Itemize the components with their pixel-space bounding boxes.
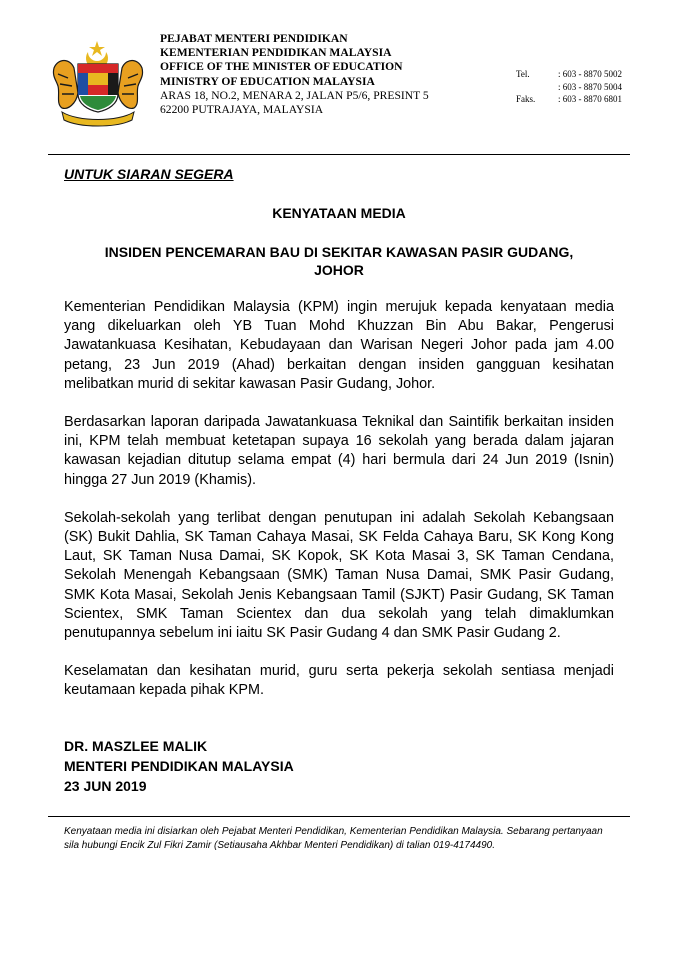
signatory-position: MENTERI PENDIDIKAN MALAYSIA [64, 758, 294, 774]
subject-line: INSIDEN PENCEMARAN BAU DI SEKITAR KAWASAN PASIR GUDANG, [104, 244, 574, 260]
office-name-line: KEMENTERIAN PENDIDIKAN MALAYSIA [160, 46, 392, 60]
statement-body [64, 298, 614, 720]
office-name-line: MINISTRY OF EDUCATION MALAYSIA [160, 74, 375, 88]
statement-date: 23 JUN 2019 [64, 778, 147, 794]
contact-row [516, 68, 622, 81]
letterhead [48, 30, 638, 130]
document-title: KENYATAAN MEDIA [272, 205, 406, 221]
signatory-name: DR. MASZLEE MALIK [64, 738, 208, 754]
address-line: ARAS 18, NO.2, MENARA 2, JALAN P5/6, PRESINT 5 [160, 88, 429, 102]
document-subject [64, 243, 614, 279]
contact-numbers [516, 68, 622, 106]
office-details [160, 32, 500, 117]
subject-line: JOHOR [314, 262, 364, 278]
paragraph: Keselamatan dan kesihatan murid, guru serta pekerja sekolah sentiasa menjadi keutamaan kepada pihak KPM. [64, 663, 614, 699]
paragraph: Sekolah-sekolah yang terlibat dengan penutupan ini adalah Sekolah Kebangsaan (SK) Bukit Dahlia, SK Taman Cahaya Masai, SK Felda Cahaya Baru, SK Kong Kong Laut, SK Taman Nusa Damai, SK Kopok, SK Kota Masai 3, SK Taman Cendana, Sekolah Menengah Kebangsaan (SMK) Taman Nusa Damai, SMK Pasir Gudang, SMK Kota Masai, Sekolah Jenis Kebangsaan Tamil (SJKT) Pasir Gudang, SK Taman Scientex, SMK Taman Scientex dan dua sekolah yang telah dimaklumkan penutupannya sebelum ini iaitu SK Pasir Gudang 4 dan SMK Pasir Gudang 2. [64, 509, 614, 642]
office-name-line: OFFICE OF THE MINISTER OF EDUCATION [160, 60, 403, 74]
header-divider [48, 154, 630, 155]
contact-row [516, 81, 622, 94]
contact-label [516, 81, 558, 94]
contact-value: : 603 - 8870 6801 [558, 94, 622, 104]
contact-row [516, 93, 622, 106]
contact-value: : 603 - 8870 5002 [558, 69, 622, 79]
signature-block [64, 736, 294, 796]
contact-value: : 603 - 8870 5004 [558, 81, 622, 92]
footer-divider [48, 816, 630, 817]
paragraph: Kementerian Pendidikan Malaysia (KPM) ingin merujuk kepada kenyataan media yang dikeluarkan oleh YB Tuan Mohd Khuzzan Bin Abu Bakar, Pengerusi Jawatankuasa Kesihatan, Kebudayaan dan Warisan Negeri Johor pada jam 4.00 petang, 23 Jun 2019 (Ahad) berkaitan dengan insiden gangguan kesihatan melibatkan murid di sekitar kawasan Pasir Gudang, Johor. [64, 299, 614, 392]
release-label: UNTUK SIARAN SEGERA [64, 166, 234, 182]
footer-note: Kenyataan media ini disiarkan oleh Pejabat Menteri Pendidikan, Kementerian Pendidikan Malaysia. Sebarang pertanyaan sila hubungi Encik Zul Fikri Zamir (Setiausaha Akhbar Menteri Pendidikan) di talian 019-4174490. [64, 826, 603, 851]
malaysia-coat-of-arms-icon [48, 38, 148, 128]
paragraph: Berdasarkan laporan daripada Jawatankuasa Teknikal dan Saintifik berkaitan insiden ini, KPM telah membuat ketetapan supaya 16 sekolah yang berada dalam jajaran kawasan kejadian ditutup selama empat (4) hari bermula dari 24 Jun 2019 (Isnin) hingga 27 Jun 2019 (Khamis). [64, 414, 614, 488]
contact-label: Faks. [516, 94, 536, 104]
office-name-line: PEJABAT MENTERI PENDIDIKAN [160, 32, 348, 45]
address-line: 62200 PUTRAJAYA, MALAYSIA [160, 103, 324, 117]
contact-label: Tel. [516, 69, 530, 79]
